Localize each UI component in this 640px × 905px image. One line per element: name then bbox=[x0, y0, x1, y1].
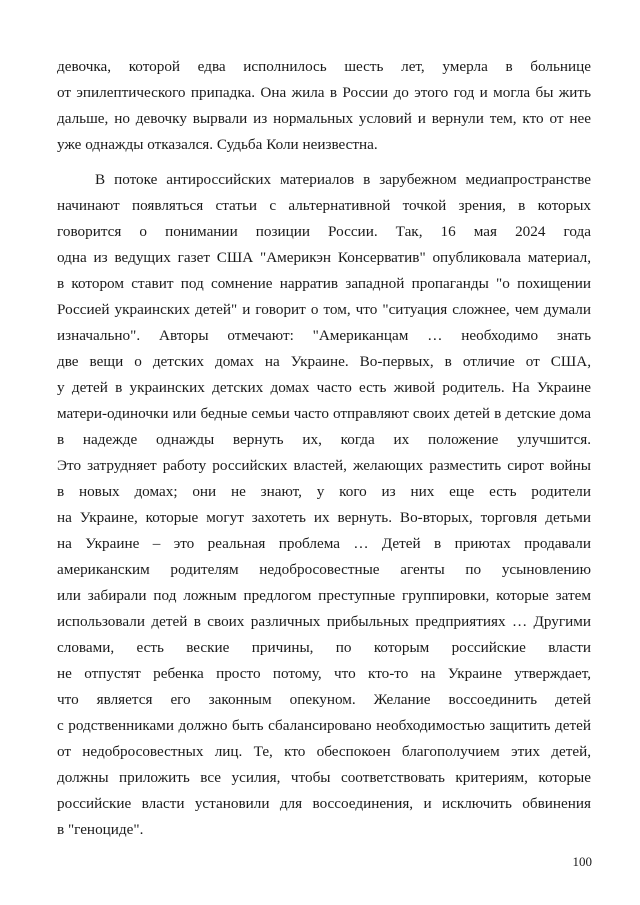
text-line: российские власти установили для воссоединения, и исключить обвинения bbox=[57, 795, 591, 812]
text-line: изначально". Авторы отмечают: "Американцам … необходимо знать bbox=[57, 327, 591, 344]
text-line: в надежде однажды вернуть их, когда их положение улучшится. bbox=[57, 431, 591, 448]
text-line: от недобросовестных лиц. Те, кто обеспокоен благополучием этих детей, bbox=[57, 743, 591, 760]
text-line: на Украине, которые могут захотеть их вернуть. Во-вторых, торговля детьми bbox=[57, 509, 591, 526]
text-line: не отпустят ребенка просто потому, что кто-то на Украине утверждает, bbox=[57, 665, 591, 682]
text-line: две вещи о детских домах на Украине. Во-первых, в отличие от США, bbox=[57, 353, 591, 370]
paragraph-first-line: В потоке антироссийских материалов в зарубежном медиапространстве bbox=[95, 171, 591, 188]
text-line: словами, есть веские причины, по которым российские власти bbox=[57, 639, 591, 656]
text-line: уже однажды отказался. Судьба Коли неизвестна. bbox=[57, 136, 378, 153]
text-line: в новых домах; они не знают, у кого из них еще есть родители bbox=[57, 483, 591, 500]
text-line: в "геноциде". bbox=[57, 821, 144, 838]
text-line: в котором ставит под сомнение нарратив западной пропаганды "о похищении bbox=[57, 275, 591, 292]
text-line: что является его законным опекуном. Желание воссоединить детей bbox=[57, 691, 591, 708]
text-line: у детей в украинских детских домах часто есть живой родитель. На Украине bbox=[57, 379, 591, 396]
text-line: использовали детей в своих различных прибыльных предприятиях … Другими bbox=[57, 613, 591, 630]
text-line: матери-одиночки или бедные семьи часто отправляют своих детей в детские дома bbox=[57, 405, 591, 422]
text-line: одна из ведущих газет США "Америкэн Консерватив" опубликовала материал, bbox=[57, 249, 591, 266]
text-line: Это затрудняет работу российских властей, желающих разместить сирот войны bbox=[57, 457, 591, 474]
text-line: должны приложить все усилия, чтобы соответствовать критериям, которые bbox=[57, 769, 591, 786]
page-number: 100 bbox=[572, 854, 592, 869]
text-line: девочка, которой едва исполнилось шесть лет, умерла в больнице bbox=[57, 58, 591, 75]
text-line: с родственниками должно быть сбалансировано необходимостью защитить детей bbox=[57, 717, 591, 734]
text-line: начинают появляться статьи с альтернативной точкой зрения, в которых bbox=[57, 197, 591, 214]
text-line: Россией украинских детей" и говорит о том, что "ситуация сложнее, чем думали bbox=[57, 301, 591, 318]
text-line: говорится о понимании позиции России. Так, 16 мая 2024 года bbox=[57, 223, 591, 240]
text-line: на Украине – это реальная проблема … Детей в приютах продавали bbox=[57, 535, 591, 552]
text-line: или забирали под ложным предлогом преступные группировки, которые затем bbox=[57, 587, 591, 604]
text-line: дальше, но девочку вырвали из нормальных условий и вернули тем, кто от нее bbox=[57, 110, 591, 127]
text-line: от эпилептического припадка. Она жила в России до этого год и могла бы жить bbox=[57, 84, 591, 101]
text-line: американским родителям недобросовестные агенты по усыновлению bbox=[57, 561, 591, 578]
